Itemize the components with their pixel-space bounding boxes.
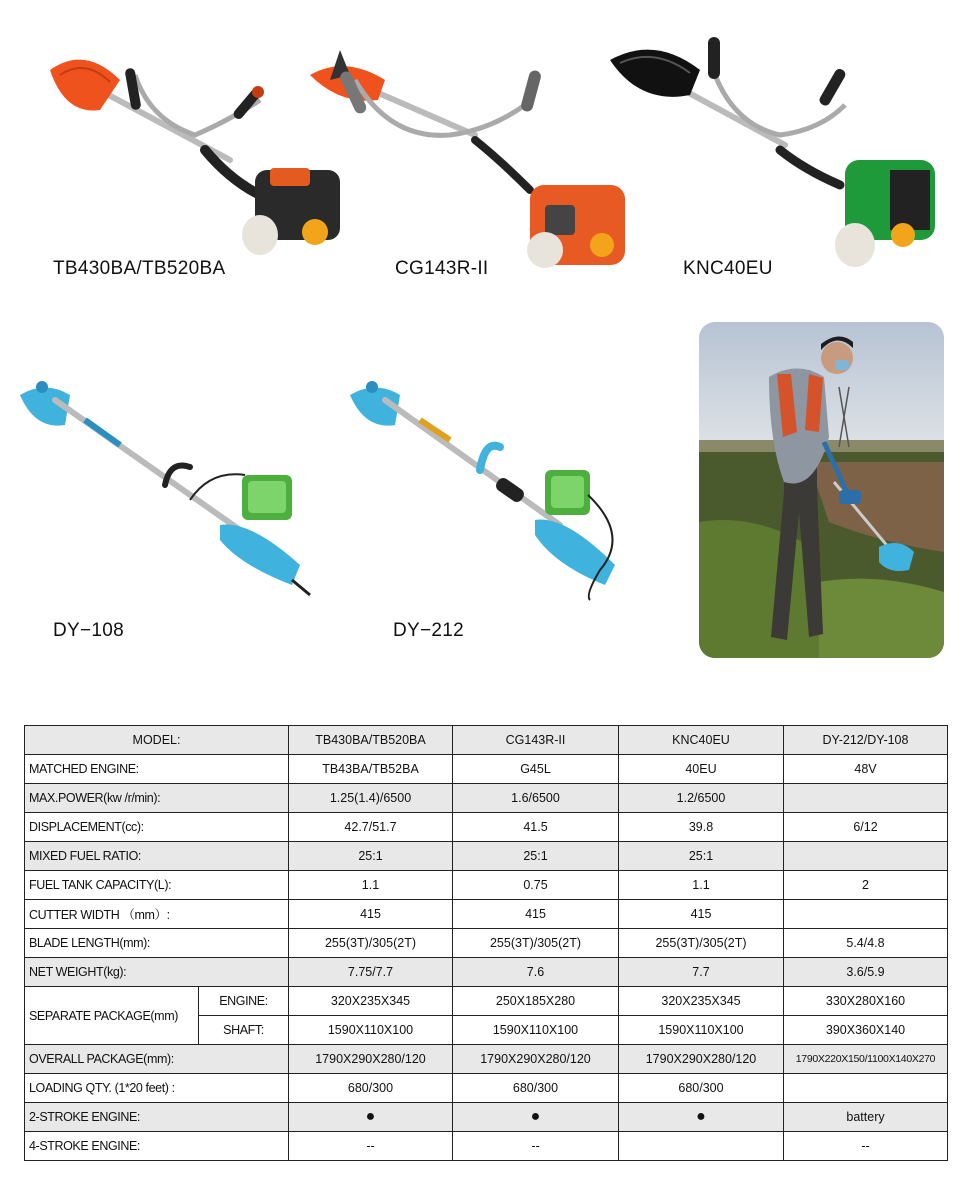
table-cell: 48V	[784, 755, 948, 784]
sub-row-label: ENGINE:	[199, 987, 289, 1016]
table-cell: 1.1	[619, 871, 784, 900]
table-cell: 1590X110X100	[289, 1016, 453, 1045]
row-label: LOADING QTY. (1*20 feet) :	[25, 1074, 289, 1103]
table-cell: 3.6/5.9	[784, 958, 948, 987]
sub-row-label: SHAFT:	[199, 1016, 289, 1045]
table-cell: TB43BA/TB52BA	[289, 755, 453, 784]
product-image-cg143r	[300, 40, 640, 275]
table-cell: 42.7/51.7	[289, 813, 453, 842]
table-cell: 7.7	[619, 958, 784, 987]
bullet-icon: ●	[289, 1103, 453, 1132]
header-cell: CG143R-II	[453, 726, 619, 755]
table-cell: 415	[453, 900, 619, 929]
table-cell: 320X235X345	[289, 987, 453, 1016]
table-cell: 415	[619, 900, 784, 929]
row-label: OVERALL PACKAGE(mm):	[25, 1045, 289, 1074]
row-label: 2-STROKE ENGINE:	[25, 1103, 289, 1132]
table-cell: 41.5	[453, 813, 619, 842]
table-row	[25, 1074, 948, 1103]
row-label: DISPLACEMENT(cc):	[25, 813, 289, 842]
bullet-icon: ●	[453, 1103, 619, 1132]
table-cell: 5.4/4.8	[784, 929, 948, 958]
table-cell: 25:1	[289, 842, 453, 871]
table-cell	[619, 1132, 784, 1161]
product-image-knc40eu	[605, 35, 945, 275]
table-row	[25, 813, 948, 842]
table-cell: 255(3T)/305(2T)	[619, 929, 784, 958]
product-caption: CG143R-II	[395, 258, 489, 279]
table-row	[25, 1045, 948, 1074]
table-cell: 1790X290X280/120	[289, 1045, 453, 1074]
table-cell: 680/300	[289, 1074, 453, 1103]
row-label: MIXED FUEL RATIO:	[25, 842, 289, 871]
table-cell: 25:1	[453, 842, 619, 871]
table-cell: 320X235X345	[619, 987, 784, 1016]
header-cell: MODEL:	[25, 726, 289, 755]
table-cell: 40EU	[619, 755, 784, 784]
table-row	[25, 929, 948, 958]
table-header-row	[25, 726, 948, 755]
table-cell: 1.1	[289, 871, 453, 900]
table-cell: 1.2/6500	[619, 784, 784, 813]
table-cell: 255(3T)/305(2T)	[289, 929, 453, 958]
table-cell: 1790X290X280/120	[619, 1045, 784, 1074]
table-row	[25, 1103, 948, 1132]
table-cell: 1590X110X100	[619, 1016, 784, 1045]
table-cell: 680/300	[453, 1074, 619, 1103]
row-label: BLADE LENGTH(mm):	[25, 929, 289, 958]
product-caption: DY−108	[53, 620, 124, 641]
table-cell: 7.6	[453, 958, 619, 987]
row-label: SEPARATE PACKAGE(mm)	[25, 987, 199, 1045]
table-cell: --	[289, 1132, 453, 1161]
table-cell	[784, 1074, 948, 1103]
table-cell: 25:1	[619, 842, 784, 871]
table-cell: 1790X290X280/120	[453, 1045, 619, 1074]
table-cell: 250X185X280	[453, 987, 619, 1016]
table-row	[25, 784, 948, 813]
row-label: MAX.POWER(kw /r/min):	[25, 784, 289, 813]
header-cell: DY-212/DY-108	[784, 726, 948, 755]
table-cell: 390X360X140	[784, 1016, 948, 1045]
product-image-dy108	[10, 375, 320, 605]
usage-photo	[699, 322, 944, 658]
table-cell: 415	[289, 900, 453, 929]
row-label: MATCHED ENGINE:	[25, 755, 289, 784]
table-cell	[784, 900, 948, 929]
table-cell: 680/300	[619, 1074, 784, 1103]
table-row	[25, 755, 948, 784]
table-cell: 1590X110X100	[453, 1016, 619, 1045]
product-image-dy212	[330, 375, 630, 605]
table-cell: 1.25(1.4)/6500	[289, 784, 453, 813]
row-label: FUEL TANK CAPACITY(L):	[25, 871, 289, 900]
product-caption: KNC40EU	[683, 258, 773, 279]
table-row	[25, 958, 948, 987]
table-cell: 6/12	[784, 813, 948, 842]
table-cell: battery	[784, 1103, 948, 1132]
table-cell: G45L	[453, 755, 619, 784]
table-cell: 39.8	[619, 813, 784, 842]
table-cell: --	[784, 1132, 948, 1161]
table-row	[25, 842, 948, 871]
table-row	[25, 1132, 948, 1161]
table-row	[25, 900, 948, 929]
table-row	[25, 871, 948, 900]
row-label: CUTTER WIDTH （mm）:	[25, 900, 289, 929]
spec-table	[24, 725, 948, 1161]
table-cell	[784, 842, 948, 871]
table-cell: 330X280X160	[784, 987, 948, 1016]
row-label: 4-STROKE ENGINE:	[25, 1132, 289, 1161]
product-caption: TB430BA/TB520BA	[53, 258, 226, 279]
table-cell: 255(3T)/305(2T)	[453, 929, 619, 958]
table-cell: 1.6/6500	[453, 784, 619, 813]
table-row	[25, 987, 948, 1016]
product-caption: DY−212	[393, 620, 464, 641]
table-cell: 0.75	[453, 871, 619, 900]
header-cell: KNC40EU	[619, 726, 784, 755]
table-cell	[784, 784, 948, 813]
table-cell: --	[453, 1132, 619, 1161]
table-cell: 7.75/7.7	[289, 958, 453, 987]
row-label: NET WEIGHT(kg):	[25, 958, 289, 987]
table-cell: 1790X220X150/1100X140X270	[784, 1045, 948, 1074]
bullet-icon: ●	[619, 1103, 784, 1132]
header-cell: TB430BA/TB520BA	[289, 726, 453, 755]
table-cell: 2	[784, 871, 948, 900]
